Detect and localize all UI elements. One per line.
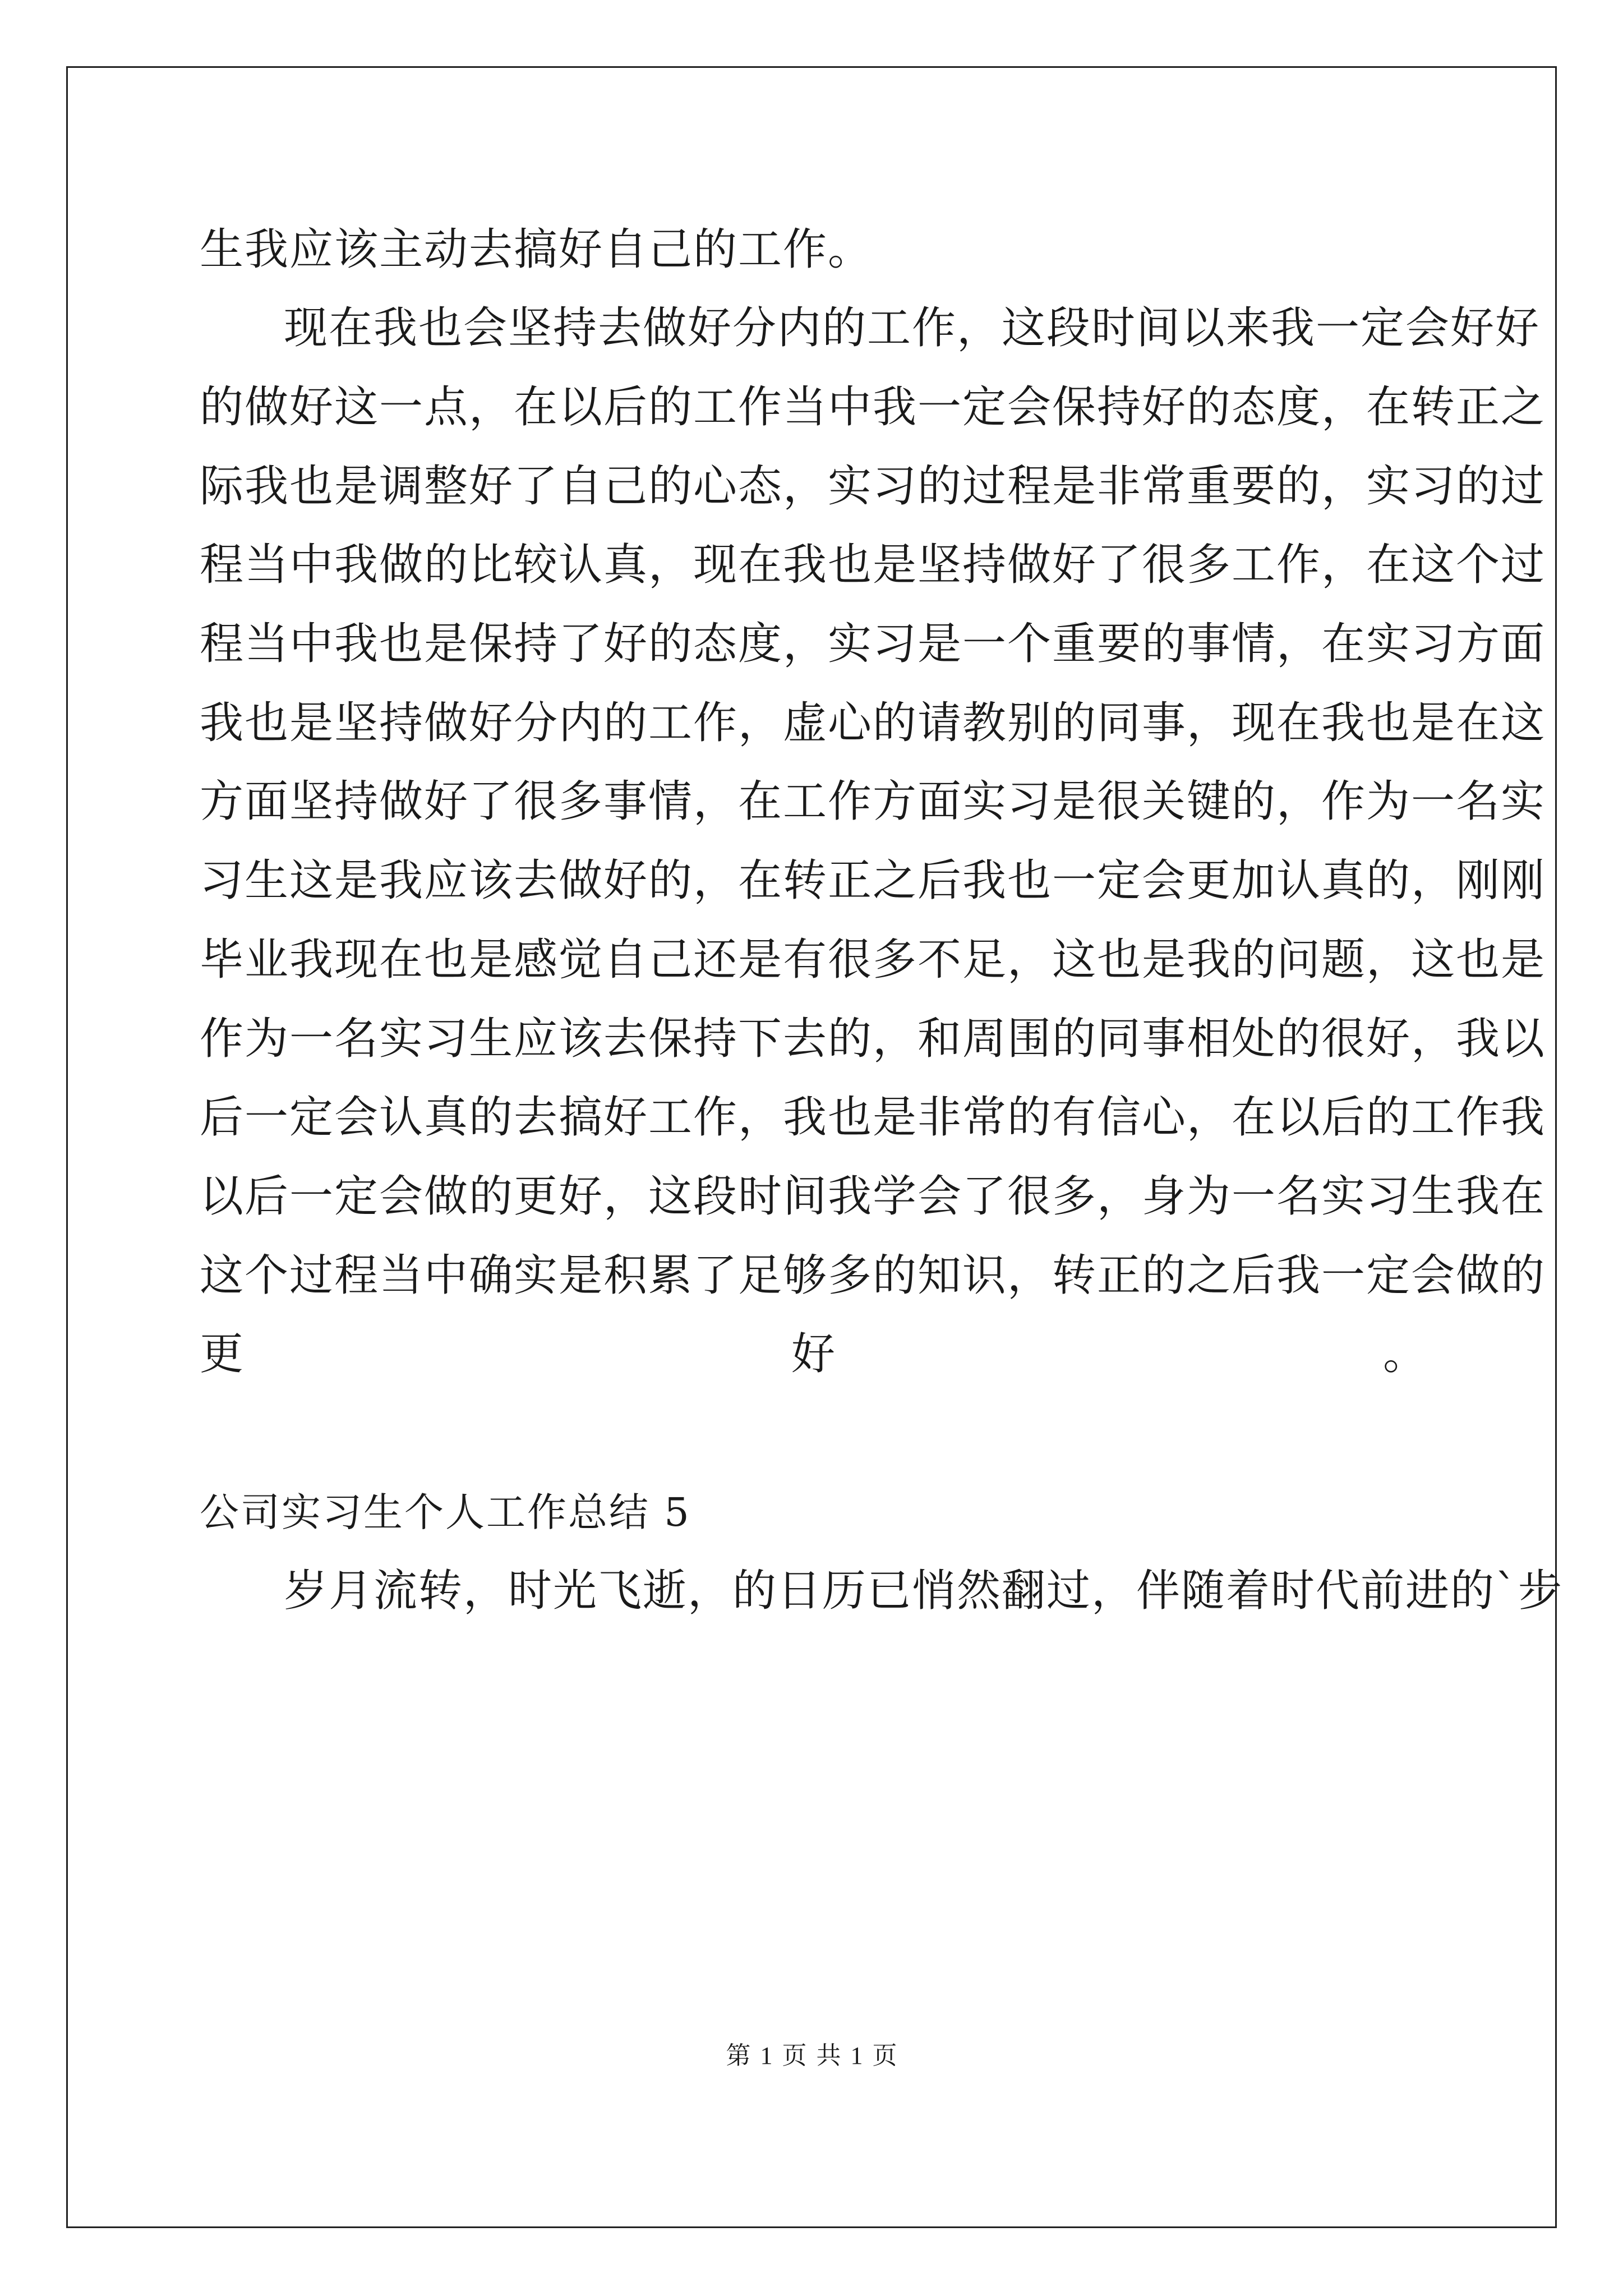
text-line — [200, 1405, 1428, 1461]
text-line: 程当中我也是保持了好的态度，实习是一个重要的事情，在实习方面 — [200, 619, 1546, 669]
text-line: 生我应该主动去搞好自己的工作。 — [200, 224, 873, 275]
text-line: 这个过程当中确实是积累了足够多的知识，转正的之后我一定会做的 — [200, 1250, 1546, 1301]
text-line: 作为一名实习生应该去保持下去的，和周围的同事相处的很好，我以 — [200, 1014, 1546, 1064]
section-heading: 公司实习生个人工作总结 5 — [200, 1489, 691, 1535]
text-line: 毕业我现在也是感觉自己还是有很多不足，这也是我的问题，这也是 — [200, 935, 1546, 985]
text-line: 现在我也会坚持去做好分内的工作，这段时间以来我一定会好好 — [284, 303, 1541, 353]
text-line: 习生这是我应该去做好的，在转正之后我也一定会更加认真的，刚刚 — [200, 855, 1546, 906]
page-footer: 第 1 页 共 1 页 — [726, 2042, 897, 2069]
text-line: 更好。 — [200, 1329, 1428, 1379]
text-line: 方面坚持做好了很多事情，在工作方面实习是很关键的，作为一名实 — [200, 776, 1546, 827]
text-line: 程当中我做的比较认真，现在我也是坚持做好了很多工作，在这个过 — [200, 540, 1546, 590]
text-line: 际我也是调整好了自己的心态，实习的过程是非常重要的，实习的过 — [200, 461, 1546, 512]
text-line: 的做好这一点，在以后的工作当中我一定会保持好的态度，在转正之 — [200, 382, 1546, 432]
text-line: 后一定会认真的去搞好工作，我也是非常的有信心，在以后的工作我 — [200, 1092, 1546, 1143]
text-line: 岁月流转，时光飞逝，的日历已悄然翻过，伴随着时代前进的`步 — [284, 1566, 1564, 1616]
text-line: 以后一定会做的更好，这段时间我学会了很多，身为一名实习生我在 — [200, 1171, 1546, 1222]
text-line: 我也是坚持做好分内的工作，虚心的请教别的同事，现在我也是在这 — [200, 698, 1546, 748]
